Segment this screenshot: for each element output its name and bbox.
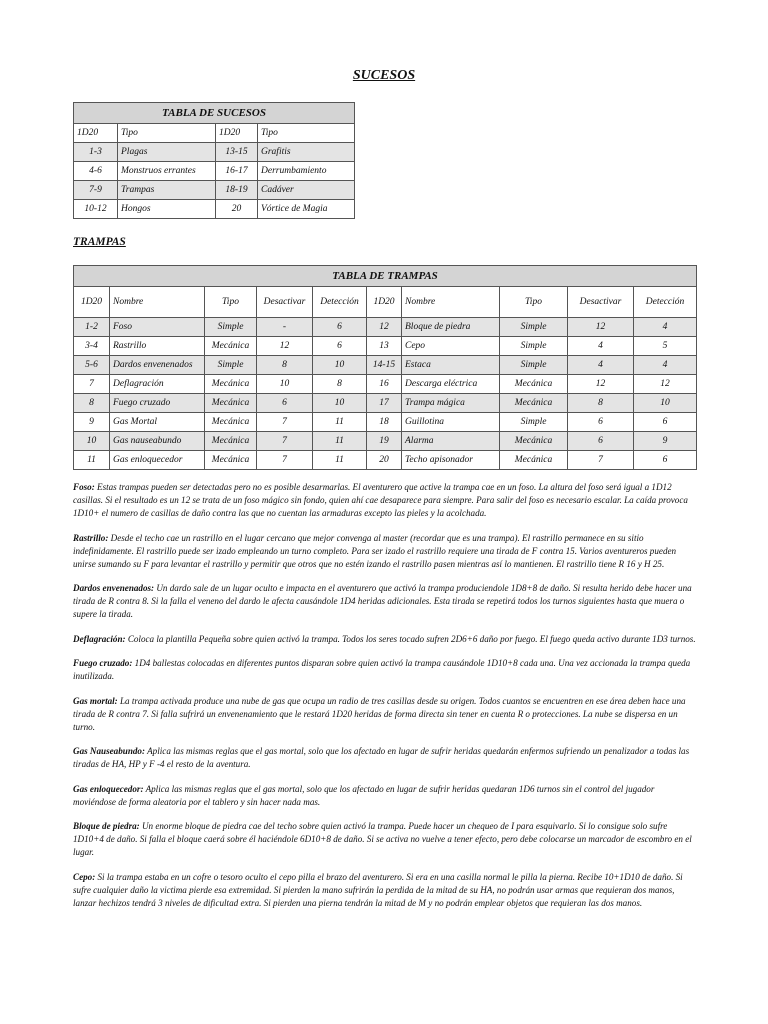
- table-cell: Monstruos errantes: [118, 162, 216, 181]
- page-title: SUCESOS: [352, 68, 416, 83]
- table-cell: 11: [313, 432, 367, 451]
- table-row: [74, 318, 697, 337]
- header-cell: Tipo: [500, 287, 568, 318]
- sucesos-table: [73, 102, 355, 219]
- table-cell: 4: [568, 356, 634, 375]
- table-row: [74, 143, 355, 162]
- description-term: Cepo:: [73, 871, 96, 882]
- table-cell: 12: [634, 375, 697, 394]
- table-cell: Mecánica: [500, 432, 568, 451]
- table-cell: Plagas: [118, 143, 216, 162]
- table-row: [74, 432, 697, 451]
- header-cell: Nombre: [110, 287, 205, 318]
- table-cell: Cadáver: [258, 181, 355, 200]
- table-cell: Gas nauseabundo: [110, 432, 205, 451]
- table-cell: 4: [568, 337, 634, 356]
- table-cell: 16: [367, 375, 402, 394]
- table-cell: 10: [257, 375, 313, 394]
- description-term: Fuego cruzado:: [73, 658, 133, 668]
- description-text: Aplica las mismas reglas que el gas mortal, solo que los afectado en lugar de sufrir heridas quedaran 1D6 turnos sin el control del jugador moviéndose de forma aleatoria por el tablero y sin hacer nada mas.: [73, 783, 655, 807]
- table-cell: Mecánica: [205, 451, 257, 470]
- table-cell: Trampa mágica: [402, 394, 500, 413]
- description-term: Bloque de piedra:: [73, 821, 140, 831]
- table-cell: 12: [257, 337, 313, 356]
- table-cell: Techo apisonador: [402, 451, 500, 470]
- table-cell: 7-9: [74, 181, 118, 200]
- table-row: [74, 413, 697, 432]
- description-paragraph: [73, 582, 697, 621]
- table-cell: Cepo: [402, 337, 500, 356]
- table-cell: 7: [568, 451, 634, 470]
- table-cell: 5: [634, 337, 697, 356]
- table-row: [74, 337, 697, 356]
- table-row: [74, 181, 355, 200]
- table-cell: 6: [313, 337, 367, 356]
- table-cell: 6: [568, 413, 634, 432]
- table-cell: 4-6: [74, 162, 118, 181]
- description-text: Si la trampa estaba en un cofre o tesoro oculto el cepo pilla el brazo del aventurero. Si era en una casilla normal le pilla la pierna. Recibe 10+1D10 de daño. Si sufre cualquier daño la victima pierde esa extremidad. Si pierden la mano sufrirán la perdida de la mitad de su HA, no podrán usar armas que requieran dos manos, lanzar hechizos tendrá 3 niveles de dificultad extra. Si pierden una pierna tendrán la mitad de M y no podrán emplear objetos que requieran las dos manos.: [73, 871, 683, 908]
- table-cell: 7: [257, 413, 313, 432]
- table-cell: 14-15: [367, 356, 402, 375]
- description-term: Rastrillo:: [73, 532, 109, 543]
- description-paragraph: [73, 783, 697, 809]
- table-cell: Mecánica: [205, 337, 257, 356]
- header-cell: 1D20: [74, 287, 110, 318]
- description-text: La trampa activada produce una nube de gas que ocupa un radio de tres casillas desde su origen. Todos cuantos se encuentren en ese área deben hace una tirada de R contra 7. Si falla sufrirá un envenenamiento que le restará 1D20 heridas de forma directa sin tener en cuenta R o protecciones. La nube se dispersa en un turno.: [73, 695, 686, 732]
- description-term: Gas enloquecedor:: [73, 783, 144, 794]
- table-cell: -: [257, 318, 313, 337]
- description-paragraph: [73, 820, 697, 859]
- table-cell: 18-19: [216, 181, 258, 200]
- table-row: [74, 162, 355, 181]
- table-cell: 18: [367, 413, 402, 432]
- table-cell: 7: [257, 451, 313, 470]
- table-cell: 7: [74, 375, 110, 394]
- header-cell: Desactivar: [568, 287, 634, 318]
- header-cell: Detección: [313, 287, 367, 318]
- table-cell: Simple: [205, 356, 257, 375]
- table-cell: 1-2: [74, 318, 110, 337]
- table-cell: 6: [634, 413, 697, 432]
- header-cell: 1D20: [74, 124, 118, 143]
- table-cell: Grafitis: [258, 143, 355, 162]
- description-term: Deflagración:: [73, 633, 126, 644]
- table-cell: 16-17: [216, 162, 258, 181]
- description-text: Un enorme bloque de piedra cae del techo sobre quien activó la trampa. Puede hacer un chequeo de I para esquivarlo. Si lo consigue solo sufre 1D10+4 de daño. Si falla el bloque caerá sobre él haciéndole 6D10+8 de daño. Si se activa no vuelve a tener efecto, pero debe colocarse un marcador de escombro en el lugar.: [73, 821, 692, 857]
- table-cell: Simple: [500, 337, 568, 356]
- table-cell: Mecánica: [205, 375, 257, 394]
- description-paragraph: [73, 657, 697, 683]
- table-cell: 20: [367, 451, 402, 470]
- table-cell: 11: [313, 413, 367, 432]
- table-cell: Simple: [500, 356, 568, 375]
- table-cell: 10: [313, 356, 367, 375]
- table-row: [74, 451, 697, 470]
- table-cell: Hongos: [118, 200, 216, 219]
- table-cell: 7: [257, 432, 313, 451]
- table-cell: Gas Mortal: [110, 413, 205, 432]
- table-cell: 20: [216, 200, 258, 219]
- table-cell: 3-4: [74, 337, 110, 356]
- description-text: 1D4 ballestas colocadas en diferentes puntos disparan sobre quien activó la trampa causándole 1D10+8 cada una. Una vez accionada la trampa queda inutilizada.: [73, 658, 691, 681]
- table-cell: 8: [257, 356, 313, 375]
- table-cell: 12: [568, 375, 634, 394]
- header-cell: Tipo: [258, 124, 355, 143]
- table-cell: Mecánica: [205, 432, 257, 451]
- description-text: Un dardo sale de un lugar oculto e impacta en el aventurero que activó la trampa produciendole 1D8+8 de daño. Si resulta herido debe hacer una tirada de R contra 8. Si la falla el veneno del dardo le afecta causándole 1D4 heridas adicionales. Esta tirada se repetirá todos los turnos siguientes hasta que muera o supere la tirada.: [73, 583, 692, 619]
- table-cell: 19: [367, 432, 402, 451]
- table-cell: Gas enloquecedor: [110, 451, 205, 470]
- description-paragraph: [73, 532, 697, 571]
- table-cell: Derrumbamiento: [258, 162, 355, 181]
- table-cell: 8: [568, 394, 634, 413]
- header-cell: Detección: [634, 287, 697, 318]
- description-text: Estas trampas pueden ser detectadas pero no es posible desarmarlas. El aventurero que active la trampa cae en un foso. La altura del foso será igual a 1D12 casillas. Si el resultado es un 12 se trata de un foso mágico sin fondo, quien ahí cae desaparece para siempre. Para salir del foso es necesario escalar. La caída provoca 1D10+ el numero de casillas de daño contra las que no cuentan las armaduras excepto las pieles y la acolchada.: [73, 482, 688, 518]
- table-cell: Alarma: [402, 432, 500, 451]
- table-cell: Simple: [205, 318, 257, 337]
- header-cell: 1D20: [216, 124, 258, 143]
- table-row: [74, 356, 697, 375]
- table-cell: 4: [634, 318, 697, 337]
- table-cell: Foso: [110, 318, 205, 337]
- description-text: Coloca la plantilla Pequeña sobre quien activó la trampa. Todos los seres tocado sufren 2D6+6 daño por fuego. El fuego queda activo durante 1D3 turnos.: [125, 633, 696, 644]
- table-cell: 12: [568, 318, 634, 337]
- table-cell: Mecánica: [205, 394, 257, 413]
- table-cell: 8: [74, 394, 110, 413]
- table-cell: 5-6: [74, 356, 110, 375]
- table-cell: 6: [257, 394, 313, 413]
- table-cell: 12: [367, 318, 402, 337]
- table-cell: 9: [74, 413, 110, 432]
- table-cell: 6: [634, 451, 697, 470]
- table-cell: Simple: [500, 318, 568, 337]
- description-paragraph: [73, 633, 697, 646]
- header-cell: Tipo: [205, 287, 257, 318]
- table-cell: Mecánica: [500, 451, 568, 470]
- description-text: Aplica las mismas reglas que el gas mortal, solo que los afectado en lugar de sufrir heridas quedarán enfermos sufriendo un penalizador a todas las tiradas de HA, HP y F -4 el resto de la aventura.: [73, 746, 690, 769]
- table-cell: 8: [313, 375, 367, 394]
- description-term: Dardos envenenados:: [73, 583, 155, 593]
- description-paragraph: [73, 745, 697, 771]
- trampas-table: [73, 265, 697, 470]
- table-cell: 10: [313, 394, 367, 413]
- table-cell: Rastrillo: [110, 337, 205, 356]
- table-cell: 11: [74, 451, 110, 470]
- header-cell: Desactivar: [257, 287, 313, 318]
- description-term: Foso:: [73, 482, 95, 492]
- description-paragraph: [73, 871, 697, 910]
- table-cell: 6: [313, 318, 367, 337]
- table-cell: Fuego cruzado: [110, 394, 205, 413]
- table-cell: Estaca: [402, 356, 500, 375]
- table-header-row: [74, 124, 355, 143]
- table-cell: 4: [634, 356, 697, 375]
- table-cell: Vórtice de Magia: [258, 200, 355, 219]
- table-row: [74, 394, 697, 413]
- table-cell: 6: [568, 432, 634, 451]
- table-cell: Descarga eléctrica: [402, 375, 500, 394]
- table-cell: Mecánica: [205, 413, 257, 432]
- table-cell: Dardos envenenados: [110, 356, 205, 375]
- table-cell: 10: [634, 394, 697, 413]
- trampas-heading: TRAMPAS: [73, 236, 126, 248]
- table-cell: 9: [634, 432, 697, 451]
- table-cell: 17: [367, 394, 402, 413]
- description-term: Gas mortal:: [73, 695, 118, 706]
- table-cell: Mecánica: [500, 394, 568, 413]
- description-paragraph: [73, 481, 697, 520]
- table-row: [74, 375, 697, 394]
- table-cell: Mecánica: [500, 375, 568, 394]
- table-row: [74, 200, 355, 219]
- description-paragraph: [73, 695, 697, 734]
- table-cell: Simple: [500, 413, 568, 432]
- trampas-table-caption: TABLA DE TRAMPAS: [74, 266, 697, 287]
- header-cell: Tipo: [118, 124, 216, 143]
- header-cell: 1D20: [367, 287, 402, 318]
- table-cell: 10-12: [74, 200, 118, 219]
- description-text: Desde el techo cae un rastrillo en el lugar cercano que mejor convenga al master (recordar que es una trampa). El rastrillo permanece en su sitio indefinidamente. El rastrillo puede ser izado empleando un turno completo. Para ser izado el rastrillo requiere una tirada de F contra 15. Varios aventureros pueden unirse sumando su F para levantar el rastrillo y permitir que otros que no estén izando el rastrillo pasen mientras así lo mantienen. El rastrillo tiene R 16 y H 25.: [73, 532, 677, 569]
- trap-descriptions: [73, 481, 697, 921]
- table-cell: Trampas: [118, 181, 216, 200]
- table-cell: 1-3: [74, 143, 118, 162]
- table-cell: 13-15: [216, 143, 258, 162]
- table-cell: 11: [313, 451, 367, 470]
- table-cell: Guillotina: [402, 413, 500, 432]
- table-cell: Deflagración: [110, 375, 205, 394]
- table-cell: Bloque de piedra: [402, 318, 500, 337]
- table-header-row: [74, 287, 697, 318]
- header-cell: Nombre: [402, 287, 500, 318]
- table-cell: 10: [74, 432, 110, 451]
- sucesos-table-caption: TABLA DE SUCESOS: [74, 103, 355, 124]
- table-cell: 13: [367, 337, 402, 356]
- description-term: Gas Nauseabundo:: [73, 746, 146, 756]
